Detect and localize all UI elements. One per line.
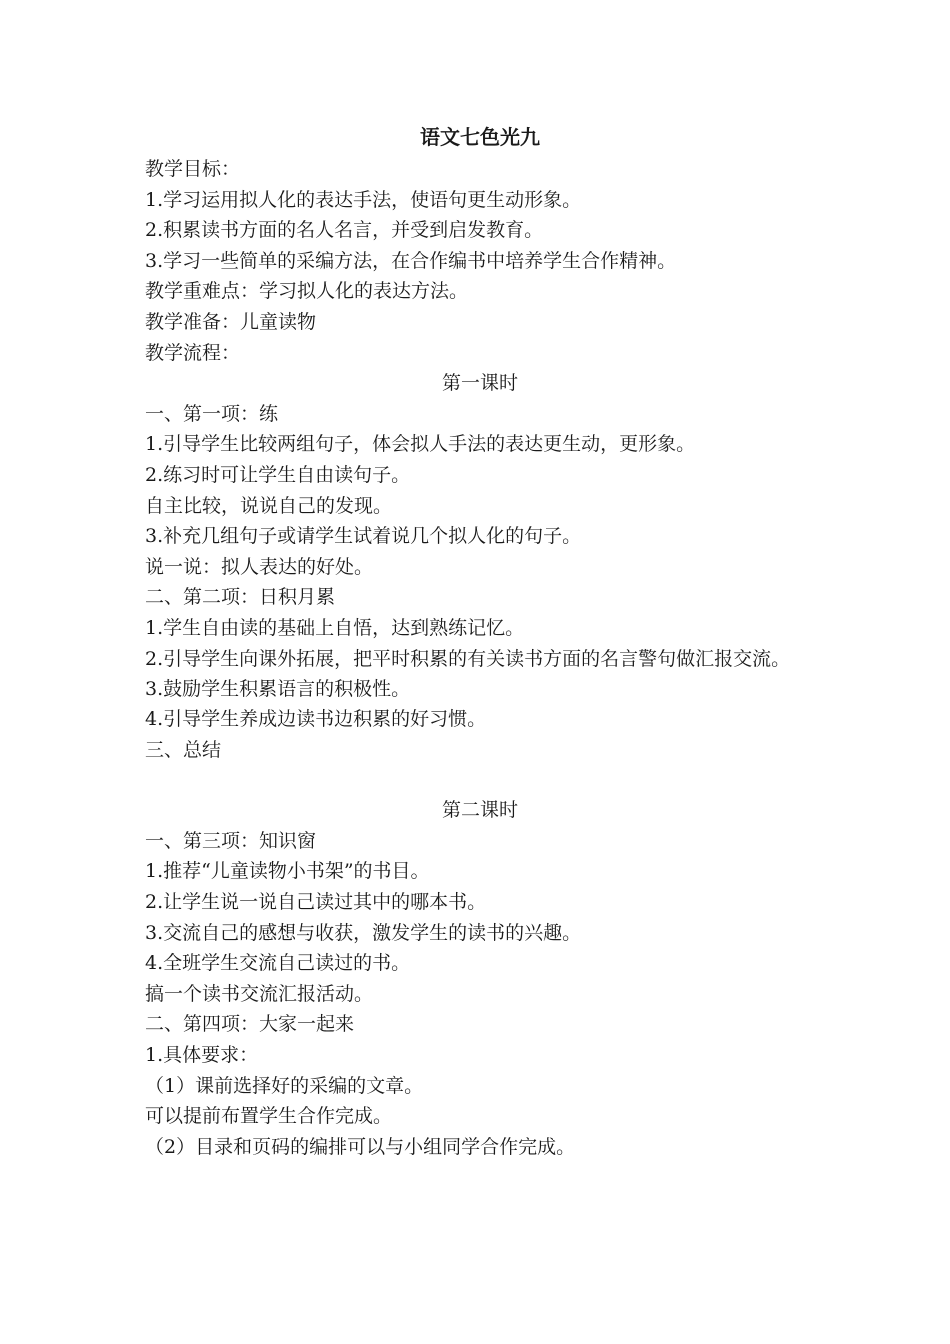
- text-line: 一、第一项：练: [145, 402, 279, 425]
- text-line: 教学流程：: [145, 341, 241, 364]
- text-line: （1）课前选择好的采编的文章。: [145, 1074, 424, 1097]
- document-page: [145, 122, 815, 1162]
- text-line: 3.鼓励学生积累语言的积极性。: [145, 677, 411, 700]
- document-title: 语文七色光九: [420, 125, 540, 149]
- text-line: （2）目录和页码的编排可以与小组同学合作完成。: [145, 1135, 576, 1158]
- text-line: 搞一个读书交流汇报活动。: [145, 982, 374, 1005]
- text-line: 自主比较，说说自己的发现。: [145, 494, 393, 517]
- text-line: 3.交流自己的感想与收获，激发学生的读书的兴趣。: [145, 921, 582, 944]
- text-line: 2.练习时可让学生自由读句子。: [145, 463, 411, 486]
- text-line: 教学准备：儿童读物: [145, 310, 317, 333]
- text-line: 1.引导学生比较两组句子，体会拟人手法的表达更生动，更形象。: [145, 433, 696, 456]
- text-line: 二、第四项：大家一起来: [145, 1013, 355, 1036]
- lesson1-section: [145, 399, 815, 766]
- text-line: 2.让学生说一说自己读过其中的哪本书。: [145, 891, 487, 914]
- text-line: 教学重难点：学习拟人化的表达方法。: [145, 280, 469, 303]
- text-line: 2.积累读书方面的名人名言，并受到启发教育。: [145, 219, 544, 242]
- text-line: 3.补充几组句子或请学生试着说几个拟人化的句子。: [145, 525, 582, 548]
- lesson2-section: [145, 826, 815, 1163]
- text-line-wrapped: 2.引导学生向课外拓展，把平时积累的有关读书方面的名言警句做汇报交流。: [145, 647, 791, 670]
- text-line: 1.具体要求：: [145, 1044, 259, 1067]
- intro-section: [145, 154, 815, 368]
- text-line: 二、第二项：日积月累: [145, 586, 336, 609]
- text-line: 4.全班学生交流自己读过的书。: [145, 952, 411, 975]
- lesson2-heading: 第二课时: [441, 799, 518, 822]
- text-line: 1.学习运用拟人化的表达手法，使语句更生动形象。: [145, 188, 582, 211]
- section-spacer: [145, 765, 815, 795]
- text-line: 说一说：拟人表达的好处。: [145, 555, 374, 578]
- text-line: 3.学习一些简单的采编方法，在合作编书中培养学生合作精神。: [145, 249, 677, 272]
- text-line: 可以提前布置学生合作完成。: [145, 1105, 393, 1128]
- text-line: 三、总结: [145, 738, 222, 761]
- text-line: 1.学生自由读的基础上自悟，达到熟练记忆。: [145, 616, 525, 639]
- text-line: 教学目标：: [145, 158, 241, 180]
- text-line: 4.引导学生养成边读书边积累的好习惯。: [145, 708, 487, 731]
- text-line: 1.推荐“儿童读物小书架”的书目。: [145, 860, 430, 883]
- lesson1-heading: 第一课时: [441, 372, 518, 395]
- text-line: 一、第三项：知识窗: [145, 829, 317, 852]
